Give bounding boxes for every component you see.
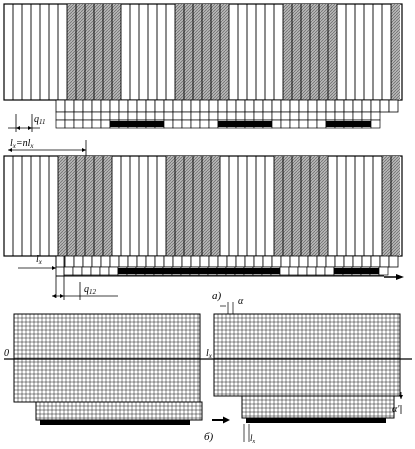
scale-cell xyxy=(137,112,146,120)
scale-cell xyxy=(64,267,73,275)
scale-cell xyxy=(182,112,191,120)
hatched-strip xyxy=(184,156,193,256)
scale-cell xyxy=(353,112,362,120)
scale-cell xyxy=(236,100,245,112)
scale-black-bar xyxy=(110,121,164,127)
scale-cell xyxy=(325,267,334,275)
scale-cell xyxy=(101,120,110,128)
hatched-strip xyxy=(391,156,400,256)
direction-arrow-b xyxy=(212,417,230,424)
hatched-strip xyxy=(211,156,220,256)
hatched-strip xyxy=(328,4,337,100)
scale-cell xyxy=(326,100,335,112)
scale-cell xyxy=(191,112,200,120)
scale-cell xyxy=(92,256,101,267)
scale-cell xyxy=(272,100,281,112)
scale-cell xyxy=(200,256,209,267)
scale-cell xyxy=(227,112,236,120)
scale-cell xyxy=(308,256,317,267)
scale-black-bar xyxy=(118,268,226,274)
hatched-strip xyxy=(94,156,103,256)
scale-cell xyxy=(209,100,218,112)
scale-cell xyxy=(182,120,191,128)
scale-cell xyxy=(280,267,289,275)
scale-cell xyxy=(281,120,290,128)
fine-grid-frame xyxy=(36,402,202,420)
panel-a-top-scale xyxy=(56,100,398,128)
scale-cell xyxy=(91,267,100,275)
hatched-strip xyxy=(382,156,391,256)
scale-cell xyxy=(56,112,65,120)
alpha-label: α xyxy=(238,296,244,307)
scale-cell xyxy=(272,256,281,267)
scale-cell xyxy=(65,112,74,120)
scale-cell xyxy=(74,256,83,267)
scale-cell xyxy=(119,100,128,112)
scale-cell xyxy=(236,112,245,120)
lx-b-label: $l_x$ xyxy=(250,433,256,445)
scale-cell xyxy=(128,256,137,267)
scale-cell xyxy=(164,112,173,120)
scale-black-bar xyxy=(326,121,371,127)
q12-label: $q_{12}$ xyxy=(84,284,96,296)
hatched-strip xyxy=(85,4,94,100)
scale-cell xyxy=(362,100,371,112)
scale-cell xyxy=(317,256,326,267)
hatched-strip xyxy=(319,4,328,100)
hatched-strip xyxy=(112,4,121,100)
scale-cell xyxy=(146,256,155,267)
hatched-strip xyxy=(310,4,319,100)
hatched-strip xyxy=(103,156,112,256)
scale-cell xyxy=(335,112,344,120)
scale-cell xyxy=(101,112,110,120)
lx-b-prime-label: $l_x$ xyxy=(206,348,212,360)
scale-cell xyxy=(100,267,109,275)
scale-cell xyxy=(353,256,362,267)
q11-label: $q_{11}$ xyxy=(34,114,46,126)
scale-cell xyxy=(74,100,83,112)
q11-dimension xyxy=(8,114,45,132)
scale-cell xyxy=(290,112,299,120)
hatched-strip xyxy=(175,156,184,256)
scale-cell xyxy=(308,100,317,112)
scale-cell xyxy=(254,100,263,112)
hatched-strip xyxy=(292,4,301,100)
scale-cell xyxy=(299,120,308,128)
scale-cell xyxy=(371,100,380,112)
hatched-strip xyxy=(94,4,103,100)
scale-cell xyxy=(83,120,92,128)
scale-black-bar xyxy=(334,268,379,274)
scale-black-bar xyxy=(226,268,280,274)
scale-cell xyxy=(191,120,200,128)
hatched-strip xyxy=(103,4,112,100)
scale-cell xyxy=(263,100,272,112)
lx-a-label: $l_x$ xyxy=(36,254,42,266)
scale-cell xyxy=(65,256,74,267)
hatched-strip xyxy=(184,4,193,100)
scale-cell xyxy=(155,112,164,120)
scale-cell xyxy=(380,100,389,112)
scale-cell xyxy=(164,256,173,267)
hatched-strip xyxy=(202,156,211,256)
scale-cell xyxy=(209,256,218,267)
scale-cell xyxy=(254,112,263,120)
scale-cell xyxy=(389,100,398,112)
panel-a-bottom-grid xyxy=(4,156,402,256)
scale-cell xyxy=(326,256,335,267)
hatched-strip xyxy=(292,156,301,256)
scale-cell xyxy=(227,256,236,267)
hatched-strip xyxy=(67,4,76,100)
scale-cell xyxy=(119,256,128,267)
scale-cell xyxy=(371,256,380,267)
hatched-strip xyxy=(283,4,292,100)
scale-cell xyxy=(209,112,218,120)
scale-cell xyxy=(263,256,272,267)
scale-cell xyxy=(92,112,101,120)
alpha-dimension xyxy=(220,296,244,314)
scale-cell xyxy=(101,100,110,112)
scale-cell xyxy=(362,256,371,267)
scale-cell xyxy=(182,100,191,112)
scale-cell xyxy=(182,256,191,267)
hatched-strip xyxy=(193,4,202,100)
hatched-strip xyxy=(301,156,310,256)
hatched-strip xyxy=(166,156,175,256)
scale-cell xyxy=(65,120,74,128)
scale-cell xyxy=(56,100,65,112)
scale-cell xyxy=(289,267,298,275)
scale-cell xyxy=(200,120,209,128)
hatched-strip xyxy=(301,4,310,100)
scale-cell xyxy=(317,112,326,120)
scale-cell xyxy=(362,112,371,120)
scale-cell xyxy=(254,256,263,267)
lx-dimension-b xyxy=(244,424,256,445)
caption-b: б) xyxy=(204,431,214,443)
black-bar xyxy=(246,418,386,423)
scale-cell xyxy=(353,100,362,112)
hatched-strip xyxy=(58,156,67,256)
alpha-prime-label: α' xyxy=(392,404,400,415)
scale-cell xyxy=(307,267,316,275)
hatched-strip xyxy=(211,4,220,100)
scale-cell xyxy=(146,100,155,112)
hatched-strip xyxy=(283,156,292,256)
scale-cell xyxy=(73,267,82,275)
panel-a-bottom-scale xyxy=(56,256,398,276)
scale-cell xyxy=(371,120,380,128)
scale-cell xyxy=(344,256,353,267)
scale-cell xyxy=(200,100,209,112)
scale-cell xyxy=(119,112,128,120)
hatched-strip xyxy=(202,4,211,100)
scale-cell xyxy=(92,120,101,128)
scale-cell xyxy=(137,256,146,267)
scale-cell xyxy=(146,112,155,120)
scale-cell xyxy=(173,256,182,267)
scale-cell xyxy=(308,112,317,120)
lx-prime-dimension xyxy=(8,138,86,156)
scale-cell xyxy=(272,112,281,120)
scale-cell xyxy=(245,112,254,120)
scale-cell xyxy=(191,256,200,267)
hatched-strip xyxy=(220,4,229,100)
scale-cell xyxy=(173,100,182,112)
scale-cell xyxy=(317,120,326,128)
hatched-strip xyxy=(319,156,328,256)
scale-cell xyxy=(371,112,380,120)
scale-cell xyxy=(82,267,91,275)
hatched-strip xyxy=(76,4,85,100)
hatched-strip xyxy=(274,156,283,256)
scale-cell xyxy=(218,112,227,120)
scale-cell xyxy=(191,100,200,112)
scale-cell xyxy=(379,267,388,275)
scale-cell xyxy=(110,112,119,120)
scale-cell xyxy=(218,100,227,112)
panel-b-right-grid xyxy=(214,314,400,423)
hatched-strip xyxy=(76,156,85,256)
scale-cell xyxy=(263,112,272,120)
scale-cell xyxy=(209,120,218,128)
hatched-strip xyxy=(310,156,319,256)
scale-black-bar xyxy=(218,121,272,127)
scale-cell xyxy=(290,256,299,267)
scale-cell xyxy=(92,100,101,112)
hatched-strip xyxy=(193,156,202,256)
panel-a-top-grid xyxy=(4,4,402,100)
scale-cell xyxy=(281,112,290,120)
hatched-strip xyxy=(67,156,76,256)
scale-cell xyxy=(200,112,209,120)
scale-cell xyxy=(227,100,236,112)
scale-cell xyxy=(245,100,254,112)
scale-cell xyxy=(110,256,119,267)
hatched-strip xyxy=(85,156,94,256)
scale-cell xyxy=(344,100,353,112)
scale-cell xyxy=(281,256,290,267)
scale-cell xyxy=(299,112,308,120)
scale-cell xyxy=(83,256,92,267)
scale-cell xyxy=(245,256,254,267)
scale-cell xyxy=(236,256,245,267)
scale-cell xyxy=(74,112,83,120)
scale-cell xyxy=(110,100,119,112)
scale-cell xyxy=(326,112,335,120)
scale-cell xyxy=(173,112,182,120)
zero-label: 0 xyxy=(4,348,9,359)
scale-cell xyxy=(290,100,299,112)
scale-cell xyxy=(164,120,173,128)
scale-cell xyxy=(173,120,182,128)
scale-cell xyxy=(380,256,389,267)
scale-cell xyxy=(272,120,281,128)
scale-cell xyxy=(56,120,65,128)
scale-cell xyxy=(298,267,307,275)
scale-cell xyxy=(128,100,137,112)
scale-cell xyxy=(317,100,326,112)
scale-cell xyxy=(316,267,325,275)
scale-cell xyxy=(74,120,83,128)
hatched-strip xyxy=(391,4,400,100)
hatched-strip xyxy=(175,4,184,100)
scale-cell xyxy=(299,256,308,267)
scale-cell xyxy=(109,267,118,275)
scale-cell xyxy=(389,256,398,267)
scale-cell xyxy=(101,256,110,267)
scale-cell xyxy=(155,100,164,112)
scale-cell xyxy=(335,256,344,267)
scale-cell xyxy=(128,112,137,120)
caption-a: а) xyxy=(212,290,222,302)
lx-prime-eq-label: $l_x=nl_x$ xyxy=(10,138,34,150)
scale-cell xyxy=(290,120,299,128)
scale-cell xyxy=(344,112,353,120)
scale-cell xyxy=(65,100,74,112)
scale-cell xyxy=(164,100,173,112)
q12-dimension xyxy=(52,282,118,300)
scale-cell xyxy=(308,120,317,128)
scale-cell xyxy=(335,100,344,112)
scale-cell xyxy=(218,256,227,267)
scale-cell xyxy=(155,256,164,267)
scale-cell xyxy=(83,112,92,120)
scale-cell xyxy=(281,100,290,112)
panel-b-left-grid xyxy=(14,314,202,425)
scale-cell xyxy=(299,100,308,112)
black-bar xyxy=(40,420,190,425)
scale-cell xyxy=(137,100,146,112)
scale-cell xyxy=(83,100,92,112)
